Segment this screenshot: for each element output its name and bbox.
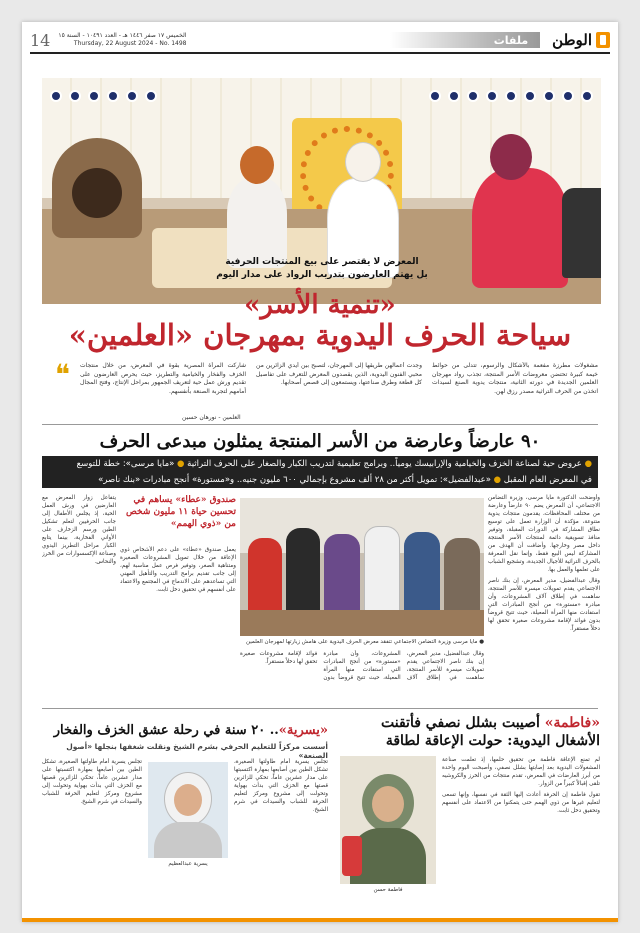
section-label: ملفات <box>390 32 540 48</box>
divider <box>42 424 598 425</box>
portrait-face <box>372 786 404 822</box>
hero-kicker-line-1: المعرض لا يقتصر على بيع المنتجات الحرفية <box>225 257 419 267</box>
article-column-center <box>240 650 484 704</box>
subhead-1-tail: «مايا مرسى»: خطة للتوسع <box>76 459 175 469</box>
hero-person-2-head <box>345 142 381 182</box>
article-column-right-text: وأوضحت الدكتورة مايا مرسى، وزيرة التضامن الاجتماعي، أن المعرض يضم ٩٠ عارضاً وعارضة من مختلف المحافظات، يقدمون منتجات يدوية متنوعة، مؤكدة أن الوزارة تعمل على توسيع نطاق المشاركة في الدورات المقبلة، وتوفير منافذ تسويقية دائمة لمنتجات الأسر المنتجة داخل مصر وخارجها. وأضافت أن الهدف من المشاركة ليس البيع فقط، وإنما نقل المعرفة بالحرف التراثية للأجيال الجديدة، وتشجيع الشباب على تعلمها والعمل بها. <box>488 495 600 573</box>
article-column-left <box>42 494 116 704</box>
story-left-col-1 <box>42 758 142 914</box>
hero-dots-left <box>50 90 157 102</box>
subhead-1-text: عروض حية لصناعة الخزف والخيامية والإرابيسك يومياً.. وبرامج تعليمية لتدريب الكبار والصغار على الحرف التراثية <box>187 459 582 469</box>
newspaper-logo[interactable] <box>552 31 610 49</box>
hero-person-4 <box>562 188 601 278</box>
sidebar-box-body <box>120 546 236 626</box>
quote-mark-icon: ❝ <box>54 358 70 391</box>
portrait-craft <box>342 836 362 876</box>
page-number: 14 <box>30 30 51 50</box>
portrait-body <box>154 822 222 858</box>
footer-bar <box>22 918 618 922</box>
hero-kicker <box>172 256 472 282</box>
hero-title-line-1: «تنمية الأسر» <box>244 290 396 320</box>
sidebar-box-title: صندوق «عطاء» يساهم في تحسين حياة ١١ مليون شخص من «ذوي الهمم» <box>125 495 236 529</box>
photo-table <box>240 610 484 636</box>
ministry-photo <box>240 498 484 636</box>
intro-col-2: وجدت أعمالهن طريقها إلى المهرجان، لتصبح بين أيدي الزائرين من محبي الفنون اليدوية، الذين يقصدون المعرض للتعرف على تفاصيل كل قطعة وطرق صناعتها، ويستمعون إلى قصص أصحابها. <box>256 362 422 386</box>
hero-person-1-head <box>240 146 274 184</box>
newspaper-page <box>22 22 618 922</box>
photo-person-d <box>364 526 400 618</box>
story-left-title <box>42 722 328 739</box>
subhead-line-2 <box>42 472 598 488</box>
bullet-icon: ● <box>177 459 185 469</box>
story-left-title-quote: «يسرية» <box>278 723 328 738</box>
story-left-subtitle: أسست مركزاً للتعليم الحرفي بشرم الشيخ ونقلت شغفها بنجلها «أصول الصنعة» <box>66 742 328 760</box>
story-left-col-2 <box>234 758 328 914</box>
story-right-body-text-2: تقول فاطمة إن الحرفة أعادت إليها الثقة في نفسها، وإنها تسعى لتعليم غيرها من ذوي الهمم حتى يتمكنوا من الاعتماد على أنفسهم وتحقيق دخل ثابت. <box>442 792 600 814</box>
hero-person-1 <box>227 178 287 268</box>
story-right-body <box>442 756 600 916</box>
logo-text: الوطن <box>552 31 592 49</box>
hero-kiln-opening <box>72 168 122 218</box>
hero-kicker-line-2: بل يهتم العارضون بتدريب الرواد على مدار اليوم <box>216 270 428 280</box>
subhead-2-text: في المعرض العام المقبل <box>503 475 592 485</box>
intro-col-1: مشغولات مطرزة مفعمة بالأشكال والرسوم، تتدلى من حوائط خيمة كبيرة تحتضن معروضات الأسر المنتجة، تجذب رواد مهرجان العلمين الجديدة في دورته الثانية، منتجات يدوية الصنع لسيدات اتخذن من الحرف التراثية مصدر رزق لهن. <box>432 362 598 395</box>
subhead-2-tail: «عبدالفضيل»: تمويل أكثر من ٢٨ ألف مشروع بإجمالي ٦٠٠ مليون جنيه.. و«مستورة» أنجح مبادرات «بنك ناصر» <box>98 475 491 485</box>
story-right-title-line-2: الأشغال اليدوية: حولت الإعاقة لطاقة <box>385 733 600 749</box>
article-column-center-text: وقال عبدالفضيل، مدير المعرض، إن بنك ناصر الاجتماعي يقدم تمويلات ميسرة للأسر المنتجة، ساهمت في إطلاق آلاف المشروعات، وأن مبادرة «مستورة» من أنجح المبادرات التي استفادت منها المرأة المعيلة، حيث تتيح قروضاً بدون فوائد لإقامة مشروعات صغيرة تحقق لها دخلاً مستقراً. <box>240 651 484 681</box>
photo-person-b <box>286 528 320 618</box>
hero-person-3 <box>472 168 568 288</box>
bullet-icon: ● <box>493 475 502 485</box>
hero-person-3-head <box>490 134 532 180</box>
story-left-portrait <box>148 762 228 858</box>
photo-person-e <box>404 532 440 618</box>
bullet-icon: ● <box>584 459 592 469</box>
story-left-title-rest: .. ٢٠ سنة في رحلة عشق الخزف والفخار <box>53 723 279 738</box>
issue-date-english: Thursday, 22 August 2024 - No. 1498 <box>73 40 187 47</box>
masthead <box>30 28 610 54</box>
issue-date <box>58 32 186 48</box>
story-right-portrait <box>340 756 436 884</box>
story-left-portrait-caption: يسرية عبدالعظيم <box>168 861 208 867</box>
article-column-right-text-2: وقال عبدالفضيل، مدير المعرض، إن بنك ناصر الاجتماعي يقدم تمويلات ميسرة للأسر المنتجة، ساهمت في إطلاق آلاف المشروعات، وأن مبادرة «مستورة» من أنجح المبادرات التي استفادت منها المرأة المعيلة، حيث تتيح قروضاً بدون فوائد لإقامة مشروعات صغيرة تحقق لها دخلاً مستقراً. <box>488 578 600 632</box>
byline: العلمين - نورهان حسين <box>182 414 241 421</box>
article-column-left-text: يتفاعل زوار المعرض مع العارضين في ورش العمل الحية، إذ يجلس الأطفال إلى جانب الحرفيين لتعلم تشكيل الطين ورسم الزخارف على الأواني الفخارية، بينما يتابع الكبار مراحل التطريز اليدوي وصناعة الإكسسوارات من الخرز والنحاس. <box>42 495 116 565</box>
hero-title-line-2: سياحة الحرف اليدوية بمهرجان «العلمين» <box>68 318 572 352</box>
story-right-title-rest: أصيبت بشلل نصفي فأتقنت <box>381 715 545 731</box>
photo-caption: ● مايا مرسى وزيرة التضامن الاجتماعي تتفقد معرض الحرف اليدوية على هامش زيارتها لمهرجان العلمين <box>246 639 484 645</box>
story-left-body-text-2: تجلس يسرية أمام طاولتها الصغيرة، تشكل الطين بين أصابعها بمهارة اكتسبتها على مدار عشرين عاماً، تحكي للزائرين قصتها مع الخزف التي بدأت بهواية وتحولت إلى مشروع ومركز لتعليم الحرفة للشباب والسيدات في شرم الشيخ. <box>234 759 328 813</box>
article-column-right <box>488 494 600 704</box>
intro-col-3: شاركت المرأة المصرية بقوة في المعرض، من خلال منتجات الخزف والفخار والخيامية والتطريز، حيث يحرص العارضون على تقديم ورش عمل حية لتعريف الجمهور بمراحل الإنتاج، وفتح المجال أمامهم لتجربة الصنعة بأنفسهم. <box>80 362 246 395</box>
story-right-title <box>332 714 600 750</box>
story-right-title-quote: «فاطمة» <box>544 715 600 731</box>
logo-icon <box>596 32 610 48</box>
story-right-portrait-caption: فاطمة حسن <box>373 887 403 893</box>
sidebar-box-text: يعمل صندوق «عطاء» على دعم الأشخاص ذوي الإعاقة من خلال تمويل المشروعات الصغيرة ومتناهية الصغر، وتوفير فرص عمل مناسبة لهم، إلى جانب تقديم برامج التدريب والتأهيل المهني التي تساعدهم على الاندماج في المجتمع والاعتماد على أنفسهم في تحقيق دخل ثابت. <box>120 547 236 593</box>
divider <box>42 708 598 709</box>
main-headline: ٩٠ عارضاً وعارضة من الأسر المنتجة يمثلون مبدعى الحرف <box>99 431 541 452</box>
intro-columns <box>42 358 598 414</box>
photo-person-f <box>444 538 480 618</box>
issue-date-arabic: الخميس ١٧ صفر ١٤٤٦ هـ - العدد ١٠٤٩١ - السنة ١٥ <box>58 32 187 39</box>
portrait-face <box>174 784 202 816</box>
story-right-body-text: لم تمنع الإعاقة فاطمة من تحقيق حلمها، إذ تعلمت صناعة المشغولات اليدوية بعد إصابتها بشلل نصفي، وأصبحت اليوم واحدة من أبرز العارضات في المعرض، تقدم منتجات من الخرز والكروشيه تلقى إقبالاً كبيراً من الزوار. <box>442 757 600 787</box>
photo-person-a <box>248 538 282 618</box>
photo-person-c <box>324 534 360 618</box>
story-left-body-text: تجلس يسرية أمام طاولتها الصغيرة، تشكل الطين بين أصابعها بمهارة اكتسبتها على مدار عشرين عاماً، تحكي للزائرين قصتها مع الخزف التي بدأت بهواية وتحولت إلى مشروع ومركز لتعليم الحرفة للشباب والسيدات في شرم الشيخ. <box>42 759 142 805</box>
subhead-line-1 <box>42 456 598 472</box>
hero-dots-right <box>429 90 593 102</box>
